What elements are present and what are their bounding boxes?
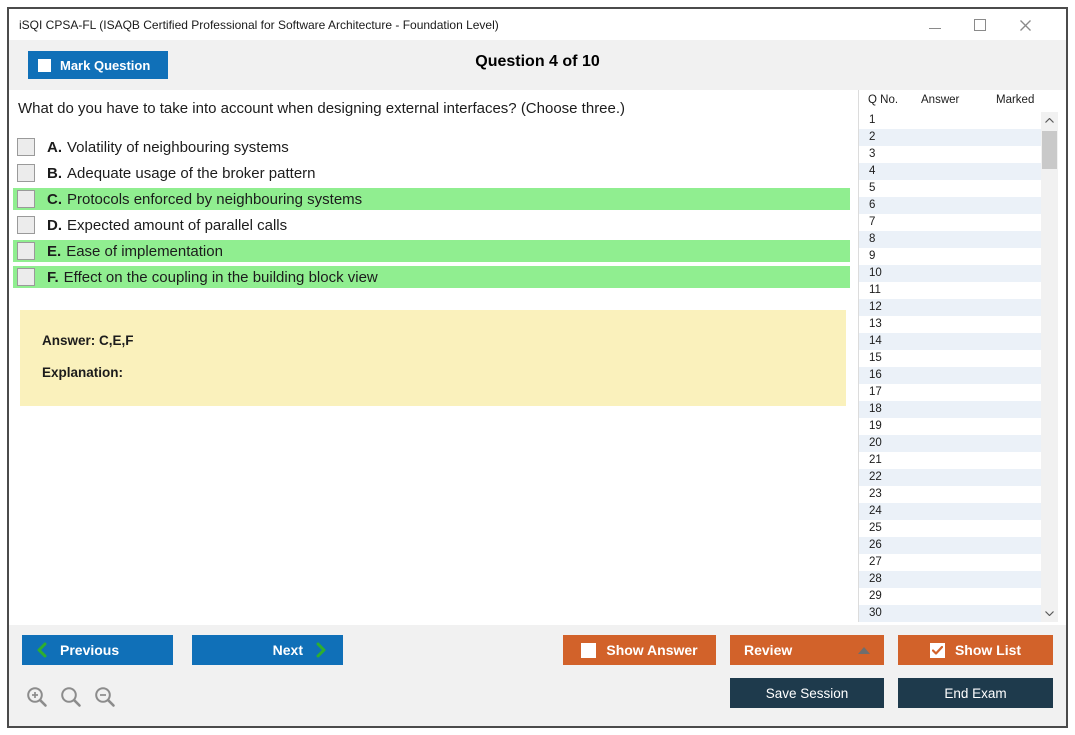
maximize-icon bbox=[974, 19, 986, 31]
close-icon bbox=[1019, 19, 1032, 32]
question-list-row[interactable]: 7 bbox=[859, 214, 1041, 231]
option-row-e[interactable] bbox=[13, 240, 850, 262]
chevron-left-icon bbox=[36, 642, 47, 658]
question-list-panel bbox=[858, 90, 1058, 622]
question-list-row[interactable]: 2 bbox=[859, 129, 1041, 146]
question-list-row[interactable]: 23 bbox=[859, 486, 1041, 503]
question-list-row[interactable]: 17 bbox=[859, 384, 1041, 401]
save-session-label: Save Session bbox=[765, 685, 849, 701]
question-list-row[interactable]: 9 bbox=[859, 248, 1041, 265]
column-header-marked: Marked bbox=[996, 94, 1035, 106]
zoom-reset-button[interactable] bbox=[59, 685, 83, 709]
review-button[interactable] bbox=[730, 635, 884, 665]
question-list-row[interactable]: 6 bbox=[859, 197, 1041, 214]
title-bar bbox=[9, 9, 1066, 40]
option-checkbox[interactable] bbox=[17, 216, 35, 234]
question-list-row[interactable]: 26 bbox=[859, 537, 1041, 554]
show-answer-label: Show Answer bbox=[606, 642, 698, 658]
answer-text: Answer: C,E,F bbox=[42, 333, 134, 348]
zoom-icon bbox=[60, 686, 83, 709]
show-answer-checkbox[interactable] bbox=[581, 643, 596, 658]
question-list-row[interactable]: 5 bbox=[859, 180, 1041, 197]
question-list-row[interactable]: 24 bbox=[859, 503, 1041, 520]
scroll-up-button[interactable] bbox=[1041, 112, 1058, 129]
question-list-row[interactable]: 1 bbox=[859, 112, 1041, 129]
question-list-row[interactable]: 18 bbox=[859, 401, 1041, 418]
question-list-row[interactable]: 13 bbox=[859, 316, 1041, 333]
previous-label: Previous bbox=[60, 642, 120, 658]
app-window bbox=[7, 7, 1068, 728]
options-list bbox=[13, 136, 850, 292]
question-list-row[interactable]: 22 bbox=[859, 469, 1041, 486]
option-letter: B. bbox=[47, 164, 62, 182]
option-checkbox[interactable] bbox=[17, 164, 35, 182]
option-text: Volatility of neighbouring systems bbox=[67, 138, 289, 156]
option-text: Adequate usage of the broker pattern bbox=[67, 164, 316, 182]
option-text: Effect on the coupling in the building block view bbox=[63, 268, 378, 286]
question-list-row[interactable]: 14 bbox=[859, 333, 1041, 350]
maximize-button[interactable] bbox=[973, 18, 987, 32]
option-checkbox[interactable] bbox=[17, 268, 35, 286]
review-label: Review bbox=[744, 642, 793, 658]
question-list-row[interactable]: 29 bbox=[859, 588, 1041, 605]
option-text: Expected amount of parallel calls bbox=[67, 216, 288, 234]
caret-up-icon bbox=[858, 647, 870, 654]
question-list-body bbox=[859, 112, 1058, 622]
option-letter: F. bbox=[47, 268, 59, 286]
mark-question-label: Mark Question bbox=[60, 57, 151, 73]
question-list-row[interactable]: 11 bbox=[859, 282, 1041, 299]
option-row-c[interactable] bbox=[13, 188, 850, 210]
chevron-up-icon bbox=[1045, 118, 1054, 123]
option-checkbox[interactable] bbox=[17, 242, 35, 260]
column-header-answer: Answer bbox=[921, 94, 960, 106]
question-list-row[interactable]: 25 bbox=[859, 520, 1041, 537]
zoom-in-icon bbox=[26, 686, 49, 709]
explanation-label: Explanation: bbox=[42, 365, 124, 380]
minimize-button[interactable] bbox=[928, 18, 942, 32]
question-list-row[interactable]: 20 bbox=[859, 435, 1041, 452]
show-answer-button[interactable] bbox=[563, 635, 716, 665]
chevron-down-icon bbox=[1045, 611, 1054, 616]
option-letter: E. bbox=[47, 242, 62, 260]
scrollbar-thumb[interactable] bbox=[1042, 131, 1057, 169]
window-title: iSQI CPSA-FL (ISAQB Certified Professional for Software Architecture - Foundation Level) bbox=[19, 18, 499, 32]
show-list-label: Show List bbox=[954, 642, 1022, 658]
option-row-d[interactable] bbox=[13, 214, 850, 236]
show-list-checkbox[interactable] bbox=[930, 643, 945, 658]
question-list-row[interactable]: 10 bbox=[859, 265, 1041, 282]
save-session-button[interactable] bbox=[730, 678, 884, 708]
question-list-row[interactable]: 12 bbox=[859, 299, 1041, 316]
question-list-scrollbar[interactable] bbox=[1041, 112, 1058, 622]
question-list-row[interactable]: 19 bbox=[859, 418, 1041, 435]
question-list-row[interactable]: 4 bbox=[859, 163, 1041, 180]
question-list-row[interactable]: 21 bbox=[859, 452, 1041, 469]
show-list-button[interactable] bbox=[898, 635, 1053, 665]
check-icon bbox=[932, 646, 943, 655]
question-list-row[interactable]: 16 bbox=[859, 367, 1041, 384]
zoom-toolbar bbox=[25, 685, 117, 709]
question-list-row[interactable]: 27 bbox=[859, 554, 1041, 571]
option-letter: A. bbox=[47, 138, 62, 156]
question-counter: Question 4 of 10 bbox=[475, 53, 600, 70]
question-list-header bbox=[859, 90, 1058, 113]
end-exam-label: End Exam bbox=[944, 685, 1007, 701]
option-row-b[interactable] bbox=[13, 162, 850, 184]
option-text: Protocols enforced by neighbouring systems bbox=[67, 190, 363, 208]
question-list-row[interactable]: 15 bbox=[859, 350, 1041, 367]
close-button[interactable] bbox=[1018, 18, 1032, 32]
question-list-row[interactable]: 30 bbox=[859, 605, 1041, 622]
previous-button[interactable] bbox=[22, 635, 173, 665]
minimize-icon bbox=[929, 28, 941, 29]
window-controls bbox=[928, 18, 1032, 32]
scroll-down-button[interactable] bbox=[1041, 605, 1058, 622]
question-list-row[interactable]: 8 bbox=[859, 231, 1041, 248]
question-list-row[interactable]: 28 bbox=[859, 571, 1041, 588]
question-list-row[interactable]: 3 bbox=[859, 146, 1041, 163]
zoom-out-icon bbox=[94, 686, 117, 709]
option-checkbox[interactable] bbox=[17, 190, 35, 208]
option-row-a[interactable] bbox=[13, 136, 850, 158]
zoom-in-button[interactable] bbox=[25, 685, 49, 709]
next-button[interactable] bbox=[192, 635, 343, 665]
answer-panel bbox=[20, 310, 846, 406]
option-text: Ease of implementation bbox=[66, 242, 223, 260]
option-row-f[interactable] bbox=[13, 266, 850, 288]
option-checkbox[interactable] bbox=[17, 138, 35, 156]
column-header-qno: Q No. bbox=[868, 94, 899, 106]
end-exam-button[interactable] bbox=[898, 678, 1053, 708]
header-band bbox=[9, 40, 1066, 90]
next-label: Next bbox=[272, 642, 303, 658]
question-text: What do you have to take into account when designing external interfaces? (Choose three.) bbox=[18, 100, 626, 117]
option-letter: D. bbox=[47, 216, 62, 234]
zoom-out-button[interactable] bbox=[93, 685, 117, 709]
footer-bar bbox=[9, 625, 1066, 726]
chevron-right-icon bbox=[316, 642, 327, 658]
option-letter: C. bbox=[47, 190, 62, 208]
